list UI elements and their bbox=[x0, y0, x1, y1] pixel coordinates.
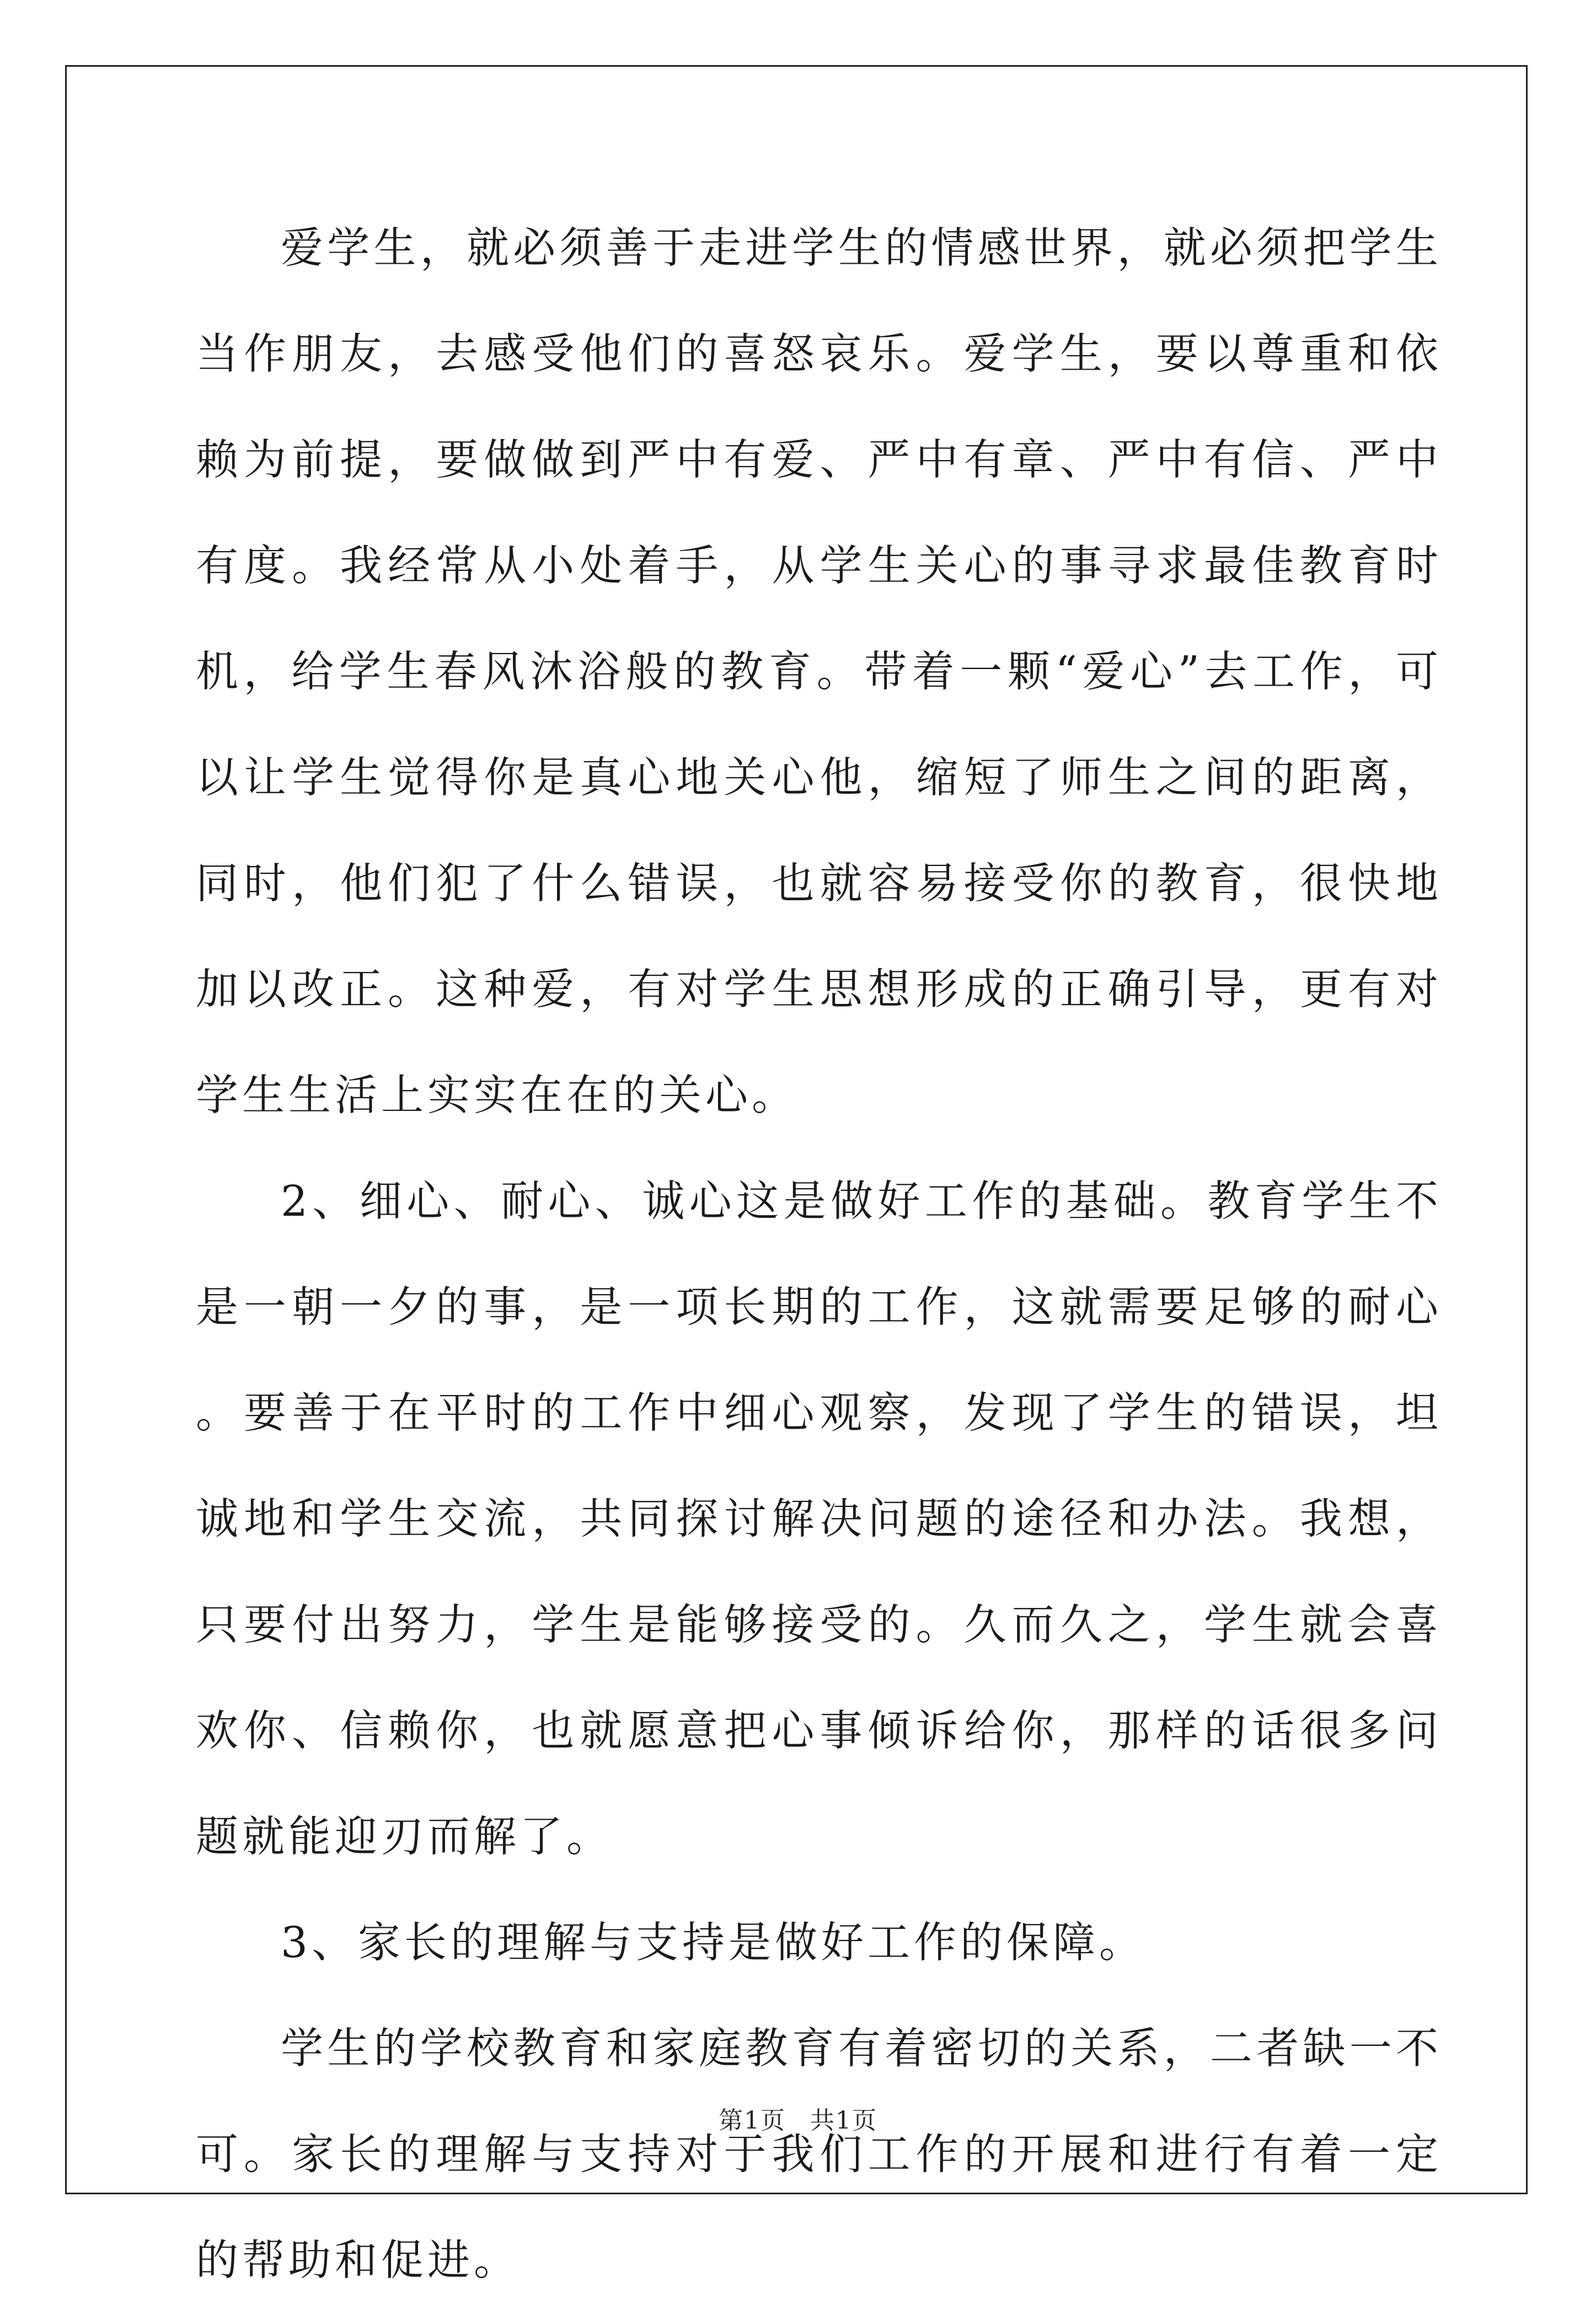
paragraph-patience: 2、细心、耐心、诚心这是做好工作的基础。教育学生不是一朝一夕的事，是一项长期的工作，这就需要足够的耐心。要善于在平时的工作中细心观察，发现了学生的错误，坦诚地和学生交流，共同探讨解决问题的途径和办法。我想，只要付出努力，学生是能够接受的。久而久之，学生就会喜欢你、信赖你，也就愿意把心事倾诉给你，那样的话很多问题就能迎刃而解了。 bbox=[196, 1177, 1442, 1862]
page-number-current: 第1页 bbox=[719, 2107, 786, 2135]
paragraph-family-education: 学生的学校教育和家庭教育有着密切的关系，二者缺一不可。家长的理解与支持对于我们工作的开展和进行有着一定的帮助和促进。 bbox=[196, 2024, 1442, 2285]
document-body bbox=[196, 196, 1442, 2314]
page-number-total: 共1页 bbox=[810, 2107, 877, 2135]
paragraph-parent-support-heading: 3、家长的理解与支持是做好工作的保障。 bbox=[281, 1918, 1145, 1968]
page-footer bbox=[0, 2101, 1596, 2136]
paragraph-love-students: 爱学生，就必须善于走进学生的情感世界，就必须把学生当作朋友，去感受他们的喜怒哀乐。爱学生，要以尊重和依赖为前提，要做做到严中有爱、严中有章、严中有信、严中有度。我经常从小处着手，从学生关心的事寻求最佳教育时机，给学生春风沐浴般的教育。带着一颗“爱心”去工作，可以让学生觉得你是真心地关心他，缩短了师生之间的距离，同时，他们犯了什么错误，也就容易接受你的教育，很快地加以改正。这种爱，有对学生思想形成的正确引导，更有对学生生活上实实在在的关心。 bbox=[196, 224, 1442, 1120]
